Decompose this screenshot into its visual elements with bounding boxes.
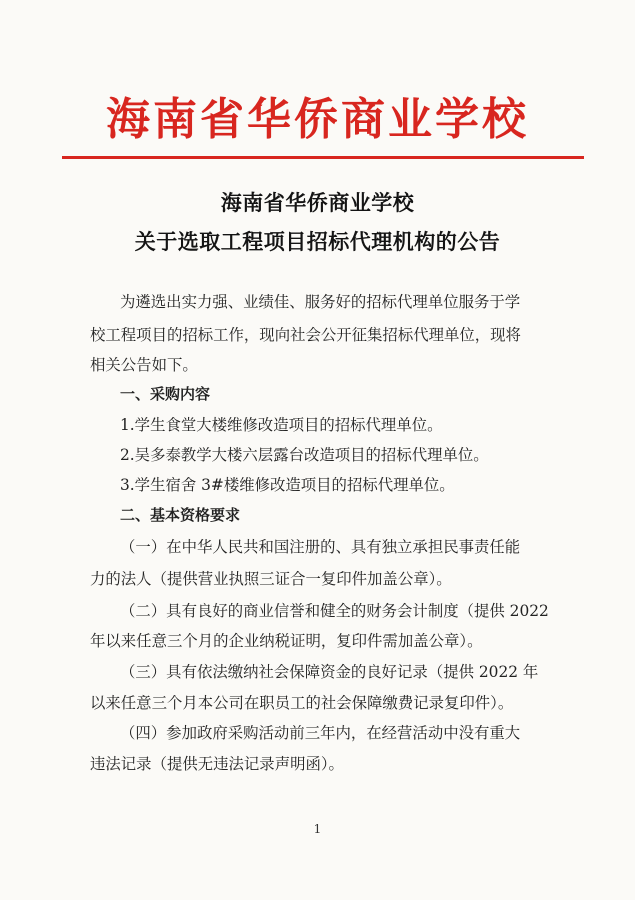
section-heading-procurement: 一、采购内容 xyxy=(120,385,211,403)
page-number: 1 xyxy=(313,822,322,836)
notice-title-line-2: 关于选取工程项目招标代理机构的公告 xyxy=(134,229,501,254)
qualification-3-line-2: 以来任意三个月本公司在职员工的社会保障缴费记录复印件）。 xyxy=(90,694,514,712)
procurement-item-2: 2.吴多泰教学大楼六层露台改造项目的招标代理单位。 xyxy=(120,446,489,464)
qualification-3-line-1: （三）具有依法缴纳社会保障资金的良好记录（提供 2022 年 xyxy=(120,663,539,681)
section-heading-qualifications: 二、基本资格要求 xyxy=(120,506,241,524)
qualification-1-line-1: （一）在中华人民共和国注册的、具有独立承担民事责任能 xyxy=(120,538,521,556)
qualification-2-line-2: 年以来任意三个月的企业纳税证明，复印件需加盖公章）。 xyxy=(90,632,483,650)
qualification-2-line-1: （二）具有良好的商业信誉和健全的财务会计制度（提供 2022 xyxy=(120,602,549,620)
intro-paragraph-line-3: 相关公告如下。 xyxy=(90,356,198,374)
intro-paragraph-line-1: 为遴选出实力强、业绩佳、服务好的招标代理单位服务于学 xyxy=(120,293,521,311)
procurement-item-3: 3.学生宿舍 3#楼维修改造项目的招标代理单位。 xyxy=(120,476,455,494)
procurement-item-1: 1.学生食堂大楼维修改造项目的招标代理单位。 xyxy=(120,416,443,434)
qualification-4-line-1: （四）参加政府采购活动前三年内，在经营活动中没有重大 xyxy=(120,724,521,742)
notice-title-line-1: 海南省华侨商业学校 xyxy=(220,190,415,215)
letterhead-title: 海南省华侨商业学校 xyxy=(106,94,529,145)
letterhead-red-rule xyxy=(62,156,584,159)
qualification-4-line-2: 违法记录（提供无违法记录声明函）。 xyxy=(90,755,344,773)
intro-paragraph-line-2: 校工程项目的招标工作，现向社会公开征集招标代理单位，现将 xyxy=(90,326,521,344)
qualification-1-line-2: 力的法人（提供营业执照三证合一复印件加盖公章）。 xyxy=(90,570,452,588)
